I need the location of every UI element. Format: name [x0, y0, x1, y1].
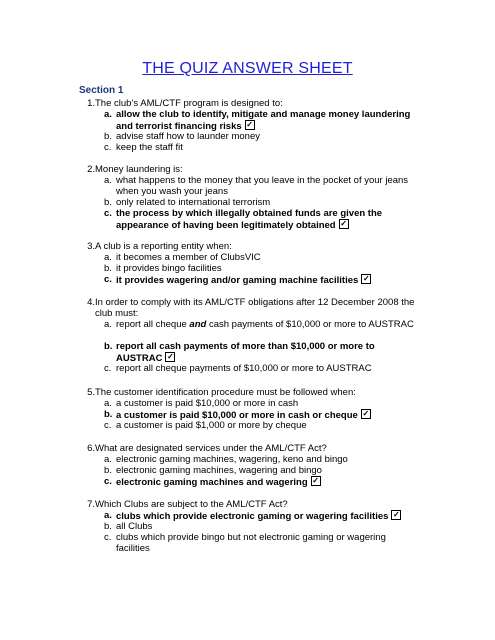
option-2c [104, 208, 416, 231]
option-letter: b. [104, 263, 112, 274]
option-3a [104, 252, 416, 263]
question-number: 4. [87, 297, 95, 308]
question-number: 2. [87, 164, 95, 175]
option-3b [104, 263, 416, 274]
option-4b [104, 341, 416, 364]
question-text: The customer identification procedure must be followed when: [95, 387, 356, 398]
option-text: a customer is paid $10,000 or more in cash [116, 398, 299, 409]
checked-box-icon [311, 476, 321, 486]
option-4a [104, 319, 416, 330]
option-letter: c. [104, 476, 112, 487]
option-letter: b. [104, 465, 112, 476]
option-letter: c. [104, 142, 112, 153]
checked-box-icon [245, 120, 255, 130]
option-7c [104, 532, 416, 554]
question-number: 1. [87, 98, 95, 109]
question-7 [87, 499, 425, 510]
option-text: electronic gaming machines and wagering [116, 477, 308, 488]
question-text: What are designated services under the AML/CTF Act? [95, 443, 327, 454]
option-letter: c. [104, 363, 112, 374]
option-text: electronic gaming machines, wagering, keno and bingo [116, 454, 348, 465]
option-6c [104, 476, 416, 488]
checked-box-icon [391, 510, 401, 520]
option-text: the process by which illegally obtained funds are given the appearance of having been legitimately obtained [116, 208, 383, 231]
option-text-pre: report all cheque [116, 319, 190, 330]
question-4 [87, 297, 425, 319]
question-number: 6. [87, 443, 95, 454]
option-text: what happens to the money that you leave in the pocket of your jeans when you wash your jeans [116, 175, 409, 197]
option-text: a customer is paid $1,000 or more by cheque [116, 420, 307, 431]
question-text: A club is a reporting entity when: [95, 241, 232, 252]
option-letter: c. [104, 532, 112, 543]
option-1a [104, 109, 416, 132]
option-5a [104, 398, 416, 409]
section-heading: Section 1 [79, 85, 124, 96]
checked-box-icon [361, 274, 371, 284]
option-2a [104, 175, 416, 197]
option-letter: b. [104, 521, 112, 532]
option-letter: b. [104, 131, 112, 142]
checked-box-icon [165, 352, 175, 362]
option-2b [104, 197, 416, 208]
question-number: 5. [87, 387, 95, 398]
checked-box-icon [361, 409, 371, 419]
option-letter: a. [104, 175, 112, 186]
page-title: THE QUIZ ANSWER SHEET [142, 60, 353, 77]
option-4c [104, 363, 416, 374]
option-text: it becomes a member of ClubsVIC [116, 252, 261, 263]
question-text: In order to comply with its AML/CTF obligations after 12 December 2008 the club must: [95, 297, 415, 319]
question-number: 7. [87, 499, 95, 510]
question-5 [87, 387, 425, 398]
option-text: report all cash payments of more than $10,000 or more to AUSTRAC [116, 341, 375, 364]
option-text: clubs which provide electronic gaming or wagering facilities [116, 511, 389, 522]
option-3c [104, 274, 416, 286]
option-1b [104, 131, 416, 142]
question-text: Which Clubs are subject to the AML/CTF Act? [95, 499, 288, 510]
option-letter: a. [104, 319, 112, 330]
option-text: it provides bingo facilities [116, 263, 222, 274]
option-text: only related to international terrorism [116, 197, 271, 208]
option-1c [104, 142, 416, 153]
question-1 [87, 98, 425, 109]
option-text: clubs which provide bingo but not electronic gaming or wagering facilities [116, 532, 386, 554]
option-letter: b. [104, 409, 113, 420]
question-6 [87, 443, 425, 454]
checked-box-icon [339, 219, 349, 229]
option-text: advise staff how to launder money [116, 131, 260, 142]
option-letter: c. [104, 208, 112, 219]
question-2 [87, 164, 425, 175]
option-letter: a. [104, 454, 112, 465]
option-letter: c. [104, 420, 112, 431]
option-5c [104, 420, 416, 431]
question-3 [87, 241, 425, 252]
question-number: 3. [87, 241, 95, 252]
option-text: keep the staff fit [116, 142, 183, 153]
option-text: all Clubs [116, 521, 153, 532]
option-letter: a. [104, 252, 112, 263]
option-6b [104, 465, 416, 476]
option-text: it provides wagering and/or gaming machine facilities [116, 275, 359, 286]
option-6a [104, 454, 416, 465]
question-text: Money laundering is: [95, 164, 183, 175]
option-text: a customer is paid $10,000 or more in cash or cheque [116, 410, 358, 421]
option-letter: b. [104, 197, 112, 208]
option-7b [104, 521, 416, 532]
option-letter: b. [104, 341, 113, 352]
option-letter: a. [104, 398, 112, 409]
option-letter: a. [104, 109, 112, 120]
option-letter: c. [104, 274, 112, 285]
option-letter: a. [104, 510, 112, 521]
option-text: report all cheque payments of $10,000 or more to AUSTRAC [116, 363, 372, 374]
option-text: allow the club to identify, mitigate and manage money laundering and terrorist financing risks [116, 109, 411, 132]
option-text-post: cash payments of $10,000 or more to AUSTRAC [206, 319, 414, 330]
option-text: electronic gaming machines, wagering and bingo [116, 465, 322, 476]
emphasis-and: and [189, 319, 207, 330]
question-text: The club’s AML/CTF program is designed to: [95, 98, 283, 109]
